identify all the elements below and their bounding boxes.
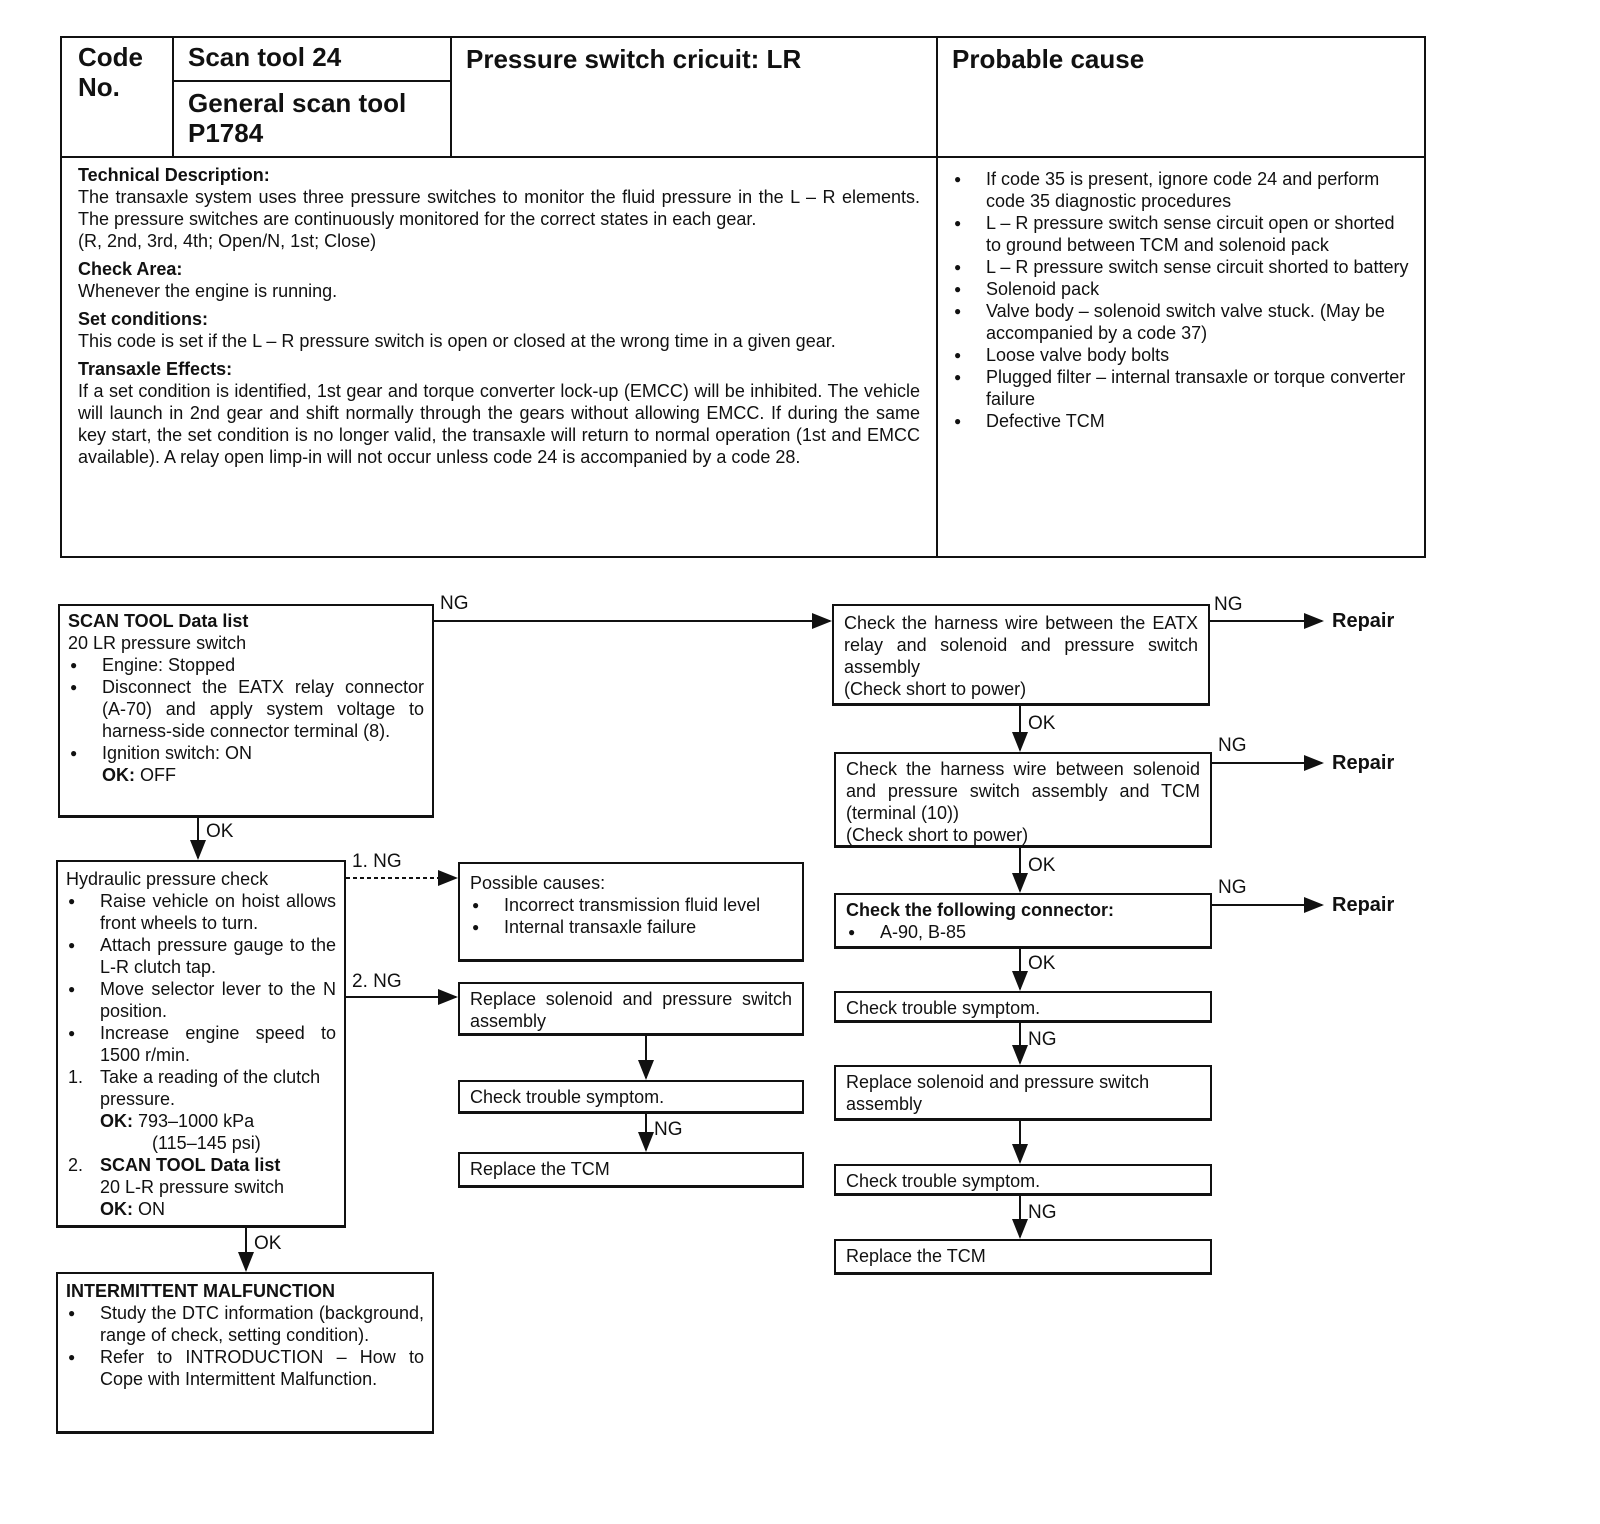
step-text: Take a reading of the clutch pressure. [100, 1067, 321, 1109]
harness-subtext: (Check short to power) [846, 825, 1029, 845]
ng-label: NG [654, 1119, 683, 1140]
code-no-label: Code No. [78, 42, 143, 102]
hydraulic-check-box [56, 860, 346, 1228]
list-item: ● L – R pressure switch sense circuit shorted to battery [952, 256, 1412, 278]
possible-causes-list [470, 894, 792, 938]
list-item: ● Ignition switch: ON [68, 742, 424, 764]
list-item: ● Defective TCM [952, 410, 1412, 432]
ok-label: OK: [102, 765, 135, 785]
intermittent-bullets [66, 1302, 424, 1390]
scan-tool-box [58, 604, 434, 818]
list-item: ● Plugged filter – internal transaxle or torque converter failure [952, 366, 1412, 410]
replace-solenoid-text: Replace solenoid and pressure switch assembly [470, 989, 792, 1031]
harness-check-box-1 [832, 604, 1210, 706]
ok-label: OK [254, 1233, 282, 1254]
ok-value: ON [138, 1199, 166, 1219]
effects-title: Transaxle Effects: [78, 359, 233, 379]
list-item: ● Incorrect transmission fluid level [470, 894, 792, 916]
replace-tcm-text: Replace the TCM [470, 1159, 610, 1179]
list-item: ● Attach pressure gauge to the L-R clutch tap. [66, 934, 336, 978]
check-trouble-text: Check trouble symptom. [846, 1171, 1041, 1191]
ng-label: NG [1218, 735, 1247, 756]
replace-solenoid-box [458, 982, 804, 1036]
intermittent-malfunction-box [56, 1272, 434, 1434]
hydraulic-title: Hydraulic pressure check [66, 869, 269, 889]
check-area-text: Whenever the engine is running. [78, 281, 338, 301]
ng-label: NG [1028, 1029, 1057, 1050]
ng-label: NG [1028, 1202, 1057, 1223]
list-item: ● Valve body – solenoid switch valve stuck. (May be accompanied by a code 37) [952, 300, 1412, 344]
ng-label: NG [1214, 594, 1243, 615]
harness-check-box-2 [834, 752, 1212, 848]
connector-title: Check the following connector: [846, 900, 1115, 920]
set-conditions-text: This code is set if the L – R pressure switch is open or closed at the wrong time in a given gear. [78, 331, 836, 351]
general-scan-tool-code: General scan tool P1784 [188, 88, 407, 148]
ng-label: 2. NG [352, 971, 402, 992]
check-area-title: Check Area: [78, 259, 183, 279]
list-item: ● Solenoid pack [952, 278, 1412, 300]
hydraulic-bullets [66, 890, 336, 1066]
effects-text: If a set condition is identified, 1st gear and torque converter lock-up (EMCC) will be inhibited. The vehicle will launch in 2nd gear and shift normally through the gears without allowing EMCC. If during the same key start, the set condition is no longer valid, the transaxle will return to normal operation (1st and EMCC available). A relay open limp-in will not occur unless code 24 is accompanied by a code 28. [78, 381, 920, 467]
repair-label: Repair [1332, 610, 1395, 632]
ng-label: 1. NG [352, 851, 402, 872]
ok-label: OK [206, 821, 234, 842]
possible-causes-box [458, 862, 804, 962]
scan-tool-code: Scan tool 24 [188, 42, 342, 72]
connector-check-box [834, 893, 1212, 949]
scan-tool-bullets [68, 654, 424, 764]
intermittent-title: INTERMITTENT MALFUNCTION [66, 1281, 335, 1301]
technical-title: Technical Description: [78, 165, 270, 185]
list-item: ● Loose valve body bolts [952, 344, 1412, 366]
check-trouble-text: Check trouble symptom. [846, 998, 1041, 1018]
technical-states: (R, 2nd, 3rd, 4th; Open/N, 1st; Close) [78, 231, 377, 251]
replace-tcm-text: Replace the TCM [846, 1246, 986, 1266]
replace-solenoid-box [834, 1065, 1212, 1121]
list-item: ● Increase engine speed to 1500 r/min. [66, 1022, 336, 1066]
technical-text: The transaxle system uses three pressure switches to monitor the fluid pressure in the L – R elements. The pressure switches are continuously monitored for the correct states in each gear. [78, 187, 920, 229]
set-conditions-title: Set conditions: [78, 309, 208, 329]
ok-value: OFF [140, 765, 177, 785]
list-item: ● Refer to INTRODUCTION – How to Cope with Intermittent Malfunction. [66, 1346, 424, 1390]
replace-tcm-box [458, 1152, 804, 1188]
replace-solenoid-text: Replace solenoid and pressure switch assembly [846, 1072, 1150, 1114]
step-number: 1. [68, 1067, 84, 1087]
ok-label: OK: [100, 1199, 133, 1219]
scan-tool-ok [68, 764, 424, 786]
possible-causes-title: Possible causes: [470, 873, 606, 893]
repair-label: Repair [1332, 894, 1395, 916]
list-item: ● Study the DTC information (background, range of check, setting condition). [66, 1302, 424, 1346]
repair-label: Repair [1332, 752, 1395, 774]
ok-label: OK [1028, 713, 1056, 734]
step-number: 2. [68, 1155, 84, 1175]
list-item: ● L – R pressure switch sense circuit open or shorted to ground between TCM and solenoid pack [952, 212, 1412, 256]
check-trouble-box [834, 1164, 1212, 1196]
step-title: SCAN TOOL Data list [100, 1155, 281, 1175]
replace-tcm-box [834, 1239, 1212, 1275]
scan-tool-title: SCAN TOOL Data list [68, 611, 249, 631]
step-1 [66, 1066, 336, 1154]
ok-label: OK [1028, 953, 1056, 974]
list-item: ● If code 35 is present, ignore code 24 and perform code 35 diagnostic procedures [952, 168, 1412, 212]
probable-cause-title: Probable cause [952, 44, 1145, 74]
check-trouble-box [458, 1080, 804, 1114]
ng-label: NG [1218, 877, 1247, 898]
ok-label: OK [1028, 855, 1056, 876]
list-item: ● Disconnect the EATX relay connector (A-70) and apply system voltage to harness-side connector terminal (8). [68, 676, 424, 742]
harness-subtext: (Check short to power) [844, 679, 1027, 699]
step-text: 20 L-R pressure switch [100, 1177, 285, 1197]
harness-text: Check the harness wire between solenoid and pressure switch assembly and TCM (terminal (10)) [846, 759, 1200, 823]
list-item: ● Internal transaxle failure [470, 916, 792, 938]
harness-text: Check the harness wire between the EATX relay and solenoid and pressure switch assembly [844, 613, 1198, 677]
list-item: ● A-90, B-85 [846, 921, 1200, 943]
page-title: Pressure switch cricuit: LR [466, 44, 802, 74]
hydraulic-steps [66, 1066, 336, 1220]
ok-label: OK: [100, 1111, 133, 1131]
ok-value: 793–1000 kPa [138, 1111, 255, 1131]
step-2 [66, 1154, 336, 1220]
check-trouble-box [834, 991, 1212, 1023]
scan-tool-line: 20 LR pressure switch [68, 633, 247, 653]
list-item: ● Engine: Stopped [68, 654, 424, 676]
check-trouble-text: Check trouble symptom. [470, 1087, 665, 1107]
ok-value-psi: (115–145 psi) [152, 1133, 261, 1153]
ng-label: NG [440, 593, 469, 614]
connector-list [846, 921, 1200, 943]
list-item: ● Move selector lever to the N position. [66, 978, 336, 1022]
list-item: ● Raise vehicle on hoist allows front wheels to turn. [66, 890, 336, 934]
